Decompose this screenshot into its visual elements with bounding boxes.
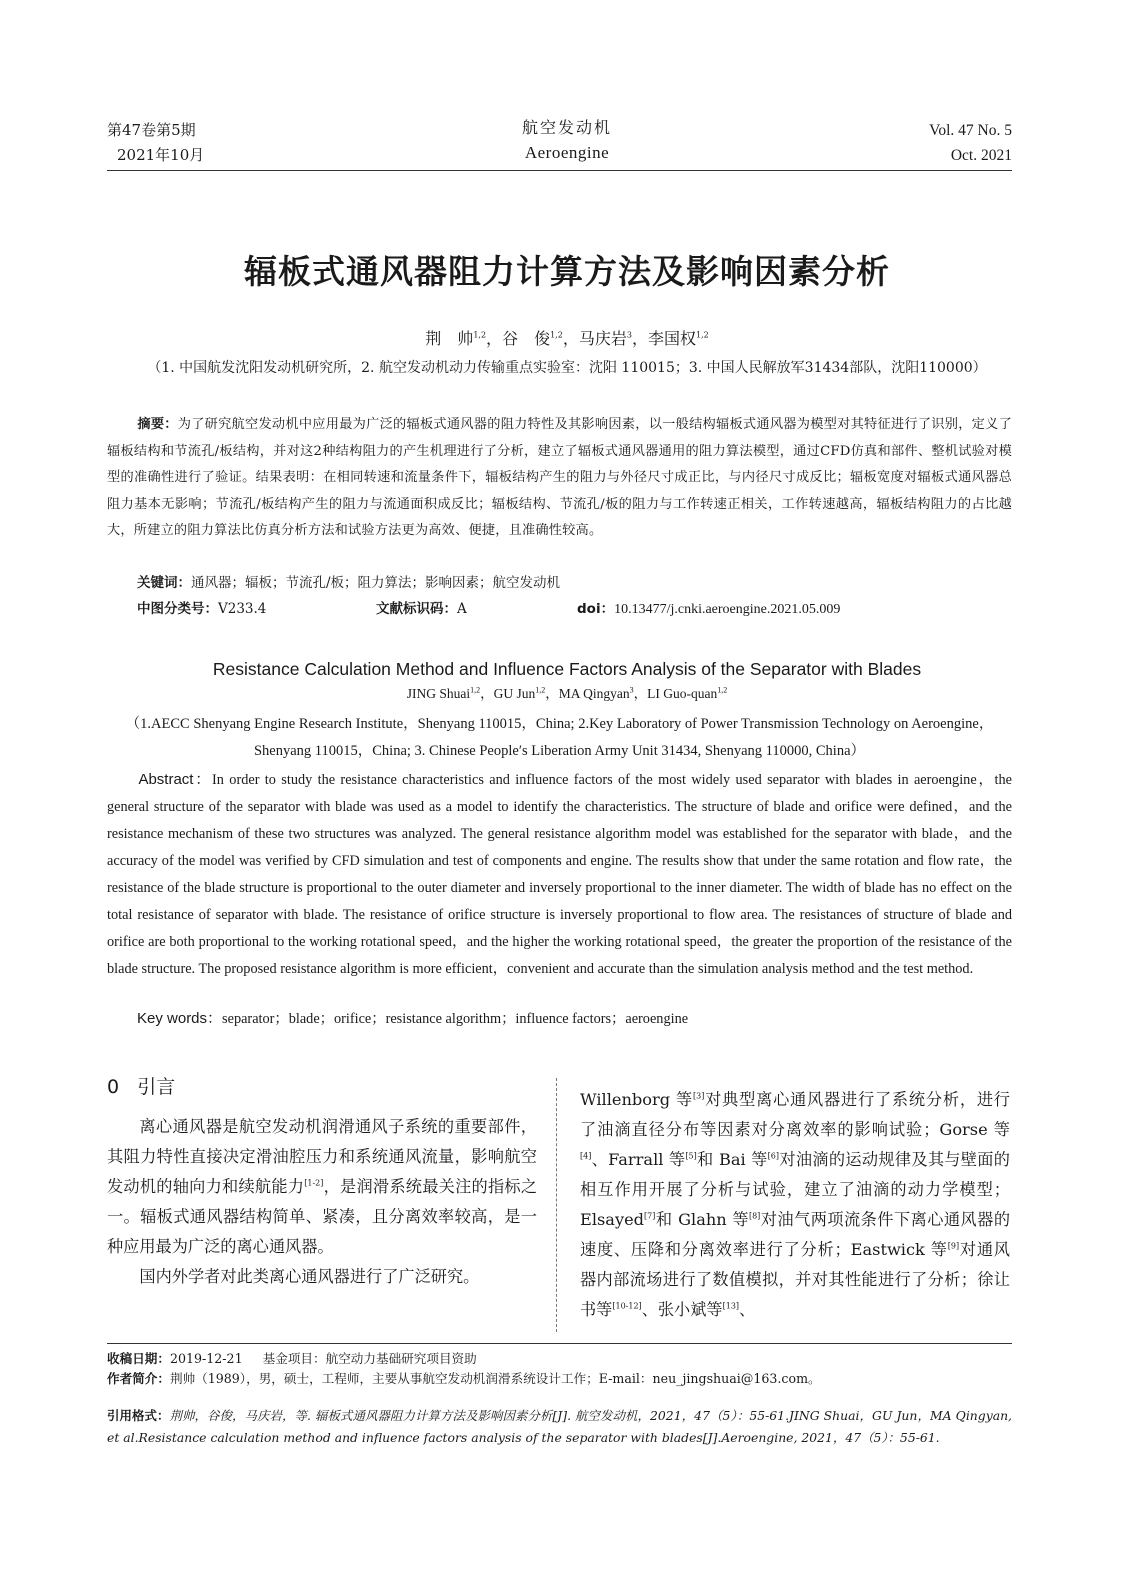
reference-mark: [1-2]: [304, 1178, 324, 1188]
document-code-value: A: [457, 601, 467, 617]
author-name: 马庆岩: [578, 329, 627, 348]
header-date-en: Oct. 2021: [950, 147, 1012, 164]
keywords-en-text: separator；blade；orifice；resistance algorithm；influence factors；aeroengine: [222, 1011, 689, 1027]
body-text: 对典型离心通风器进行了系统分析，进行了油滴直径分布等因素对分离效率的影响试验；Gorse 等: [580, 1090, 1010, 1139]
reference-mark: [5]: [685, 1151, 697, 1161]
section-heading: [107, 1074, 175, 1100]
clc-number: [137, 598, 266, 620]
footnote-label: 收稿日期：: [107, 1351, 170, 1366]
reference-mark: [13]: [722, 1301, 740, 1311]
abstract-cn: [107, 412, 1012, 545]
keywords-cn-label: 关键词：: [137, 575, 191, 591]
footnote-value: 荆帅（1989），男，硕士，工程师，主要从事航空发动机润滑系统设计工作；E-mail：neu_jingshuai@163.com。: [169, 1371, 821, 1386]
reference-mark: [7]: [644, 1211, 656, 1221]
body-text: 和 Bai 等: [696, 1150, 768, 1169]
clc-label: 中图分类号：: [137, 601, 218, 617]
footnote-label: 基金项目：: [262, 1351, 326, 1366]
abstract-cn-label: 摘要：: [137, 417, 178, 432]
body-text: 离心通风器是航空发动机润滑通风子系统的重要部件，其阻力特性直接决定滑油腔压力和系统通风流量，影响航空发动机的轴向力和续航能力: [107, 1117, 537, 1196]
author-affiliation-mark: 1,2: [550, 330, 563, 340]
citation-format: [107, 1405, 1012, 1449]
reference-mark: [9]: [947, 1241, 960, 1251]
citation-label: 引用格式：: [107, 1408, 170, 1423]
footnote-value: 2019-12-21: [169, 1351, 243, 1366]
author-affiliation-mark: 1,2: [473, 330, 487, 340]
citation-text: 荆帅，谷俊，马庆岩，等. 辐板式通风器阻力计算方法及影响因素分析[J]. 航空发动机，2021，47（5）：55-61.JING Shuai，GU Jun，MA Qingyan, et al.Resistance calculation method and influence factors analysis of the separator with blades[J].Aeroengine, 2021，47（5）：55-61.: [107, 1408, 1012, 1445]
author-affiliation-mark: 1,2: [535, 685, 546, 695]
author-name: JING Shuai: [406, 686, 471, 701]
body-column-right: [580, 1085, 1010, 1325]
abstract-en-label: Abstract：: [138, 771, 213, 788]
footnote-rule: [107, 1343, 1012, 1344]
body-paragraph: [580, 1085, 1010, 1325]
author-name: MA Qingyan: [558, 686, 630, 701]
author-name: 荆 帅: [425, 329, 474, 348]
reference-mark: [6]: [767, 1151, 780, 1161]
header-volume-cn: 第47卷第5期: [107, 121, 196, 139]
footnote-author: [107, 1368, 1012, 1389]
column-divider: [556, 1078, 557, 1332]
abstract-cn-text: 为了研究航空发动机中应用最为广泛的辐板式通风器的阻力特性及其影响因素，以一般结构辐板式通风器为模型对其特征进行了识别，定义了辐板结构和节流孔/板结构，并对这2种结构阻力的产生机理进行了分析，建立了辐板式通风器通用的阻力算法模型，通过CFD仿真和部件、整机试验对模型的准确性进行了验证。结果表明：在相同转速和流量条件下，辐板结构产生的阻力与外径尺寸成正比，与内径尺寸成反比；辐板宽度对辐板式通风器总阻力基本无影响；节流孔/板结构产生的阻力与流通面积成反比；辐板结构、节流孔/板的阻力与工作转速正相关，工作转速越高，辐板结构阻力的占比越大，所建立的阻力算法比仿真分析方法和试验方法更为高效、便捷，且准确性较高。: [107, 417, 1012, 539]
author-name: LI Guo-quan: [647, 686, 718, 701]
document-code: [376, 598, 467, 620]
author-affiliation-mark: 3: [626, 330, 632, 340]
author-name: GU Jun: [493, 686, 536, 701]
body-text: 和 Glahn 等: [655, 1210, 749, 1229]
header-volume-en: Vol. 47 No. 5: [929, 122, 1012, 139]
affiliation-en: （1.AECC Shenyang Engine Research Institute，Shenyang 110015，China; 2.Key Laboratory of Power Transmission Technology on Aeroengine，Shenyang 110015，China; 3. Chinese People′s Liberation Army Unit 31434, Shenyang 110000, China）: [125, 716, 994, 759]
reference-mark: [10-12]: [612, 1301, 642, 1311]
doi-value: 10.13477/j.cnki.aeroengine.2021.05.009: [614, 602, 841, 617]
abstract-en-text: In order to study the resistance characteristics and influence factors of the most widely used separator with blades in aeroengine，the general structure of the separator with blade was used as a model to identify the characteristics. The structure of blade and orifice were defined，and the resistance mechanism of these two structures was analyzed. The general resistance algorithm model was established for the separator with blade，and the accuracy of the model was verified by CFD simulation and test of components and engine. The results show that under the same rotation and flow rate，the resistance of the blade structure is proportional to the outer diameter and inversely proportional to the inner diameter. The width of blade has no effect on the total resistance of separator with blade. The resistance of orifice structure is inversely proportional to flow area. The resistances of structure of blade and orifice are both proportional to the working rotational speed，and the higher the working rotational speed，the greater the proportion of the resistance of the blade structure. The proposed resistance algorithm is more efficient，convenient and accurate than the simulation analysis method and the test method.: [107, 772, 1012, 977]
paper-title-cn: 辐板式通风器阻力计算方法及影响因素分析: [244, 252, 890, 291]
affiliation-cn: （1. 中国航发沈阳发动机研究所，2. 航空发动机动力传输重点实验室：沈阳 110015；3. 中国人民解放军31434部队，沈阳110000）: [147, 360, 987, 376]
body-paragraph: [107, 1112, 537, 1262]
author-affiliation-mark: 3: [629, 685, 634, 695]
author-affiliation-mark: 1,2: [470, 685, 481, 695]
doi-label: doi：: [577, 601, 615, 617]
header-rule: [107, 170, 1012, 171]
header-date-cn: 2021年10月: [117, 146, 205, 164]
keywords-en-label: Key words：: [137, 1010, 223, 1027]
body-text: 、张小斌等: [641, 1300, 723, 1319]
reference-mark: [8]: [748, 1211, 761, 1221]
keywords-cn: [137, 572, 560, 594]
doi: [577, 598, 840, 621]
document-code-label: 文献标识码：: [376, 601, 457, 617]
section-number: 0: [107, 1076, 120, 1098]
body-text: 、Farrall 等: [591, 1150, 686, 1169]
author-affiliation-mark: 1,2: [717, 685, 728, 695]
footnote-value: 航空动力基础研究项目资助: [325, 1351, 477, 1366]
author-name: 谷 俊: [502, 329, 551, 348]
body-paragraph: 国内外学者对此类离心通风器进行了广泛研究。: [139, 1267, 480, 1286]
body-text: ，是润滑系统最关注的指标之一。辐板式通风器结构简单、紧凑，且分离效率较高，是一种应用最为广泛的离心通风器。: [107, 1177, 538, 1256]
reference-mark: [3]: [693, 1091, 705, 1101]
header-journal-en: Aeroengine: [524, 143, 610, 162]
footnote-received: [107, 1348, 1012, 1369]
body-text: 对油气两项流条件下离心通风器的速度、压降和分离效率进行了分析；Eastwick 等: [580, 1210, 1011, 1259]
body-text: 对通风器内部流场进行了数值模拟，并对其性能进行了分析；徐让书等: [580, 1240, 1010, 1319]
author-affiliation-mark: 1,2: [695, 330, 709, 340]
section-title: 引言: [137, 1076, 176, 1098]
footnote-label: 作者简介：: [107, 1371, 170, 1386]
reference-mark: [4]: [580, 1151, 592, 1161]
body-text: 、: [739, 1300, 756, 1319]
author-name: 李国权: [647, 329, 696, 348]
clc-value: V233.4: [218, 601, 267, 617]
abstract-en: [107, 766, 1012, 983]
body-text: Willenborg 等: [580, 1090, 694, 1109]
body-text: 对油滴的运动规律及其与壁面的相互作用开展了分析与试验，建立了油滴的动力学模型；Elsayed: [580, 1150, 1010, 1229]
header-journal-cn: 航空发动机: [521, 118, 612, 137]
author-list-cn: 荆 帅$^{1,2}$，谷 俊$^{1,2}$，马庆岩$^3$，李国权$^{1,2}$: [425, 329, 709, 348]
body-column-left: [107, 1112, 537, 1292]
author-list-en: JING Shuai$^{1,2}$，GU Jun$^{1,2}$，MA Qingyan$^3$，LI Guo-quan$^{1,2}$: [406, 685, 728, 701]
keywords-en: [137, 1008, 688, 1030]
keywords-cn-text: 通风器；辐板；节流孔/板；阻力算法；影响因素；航空发动机: [191, 575, 561, 591]
paper-title-en: Resistance Calculation Method and Influence Factors Analysis of the Separator with Blades: [212, 659, 922, 679]
